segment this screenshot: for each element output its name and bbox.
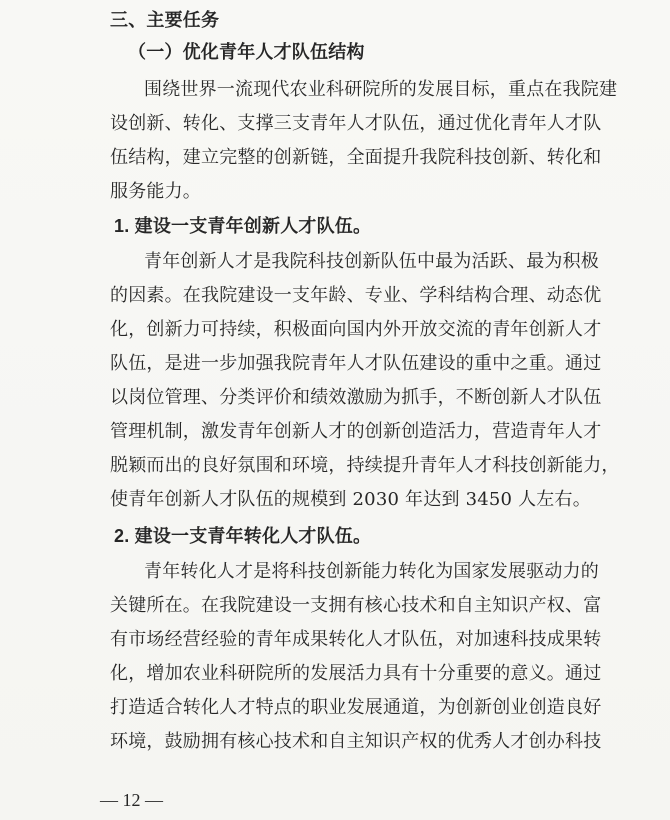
item1-line-6: 管理机制，激发青年创新人才的创新创造活力，营造青年人才 [110,421,602,442]
intro-line-3: 伍结构，建立完整的创新链，全面提升我院科技创新、转化和 [110,147,602,168]
intro-line-1: 围绕世界一流现代农业科研院所的发展目标，重点在我院建 [144,79,618,100]
item1-line-7: 脱颖而出的良好氛围和环境，持续提升青年人才科技创新能力， [110,455,620,476]
intro-line-2: 设创新、转化、支撑三支青年人才队伍，通过优化青年人才队 [110,113,602,134]
page-number: — 12 — [100,790,163,810]
item1-line-2: 的因素。在我院建设一支年龄、专业、学科结构合理、动态优 [110,285,602,306]
subheading-optimize-structure: （一）优化青年人才队伍结构 [128,42,365,62]
item1-line-8: 使青年创新人才队伍的规模到 2030 年达到 3450 人左右。 [110,489,591,510]
intro-line-4: 服务能力。 [110,181,201,202]
item1-line-3: 化，创新力可持续，积极面向国内外开放交流的青年创新人才 [110,319,602,340]
item2-heading: 2. 建设一支青年转化人才队伍。 [114,526,372,546]
item2-line-6: 环境，鼓励拥有核心技术和自主知识产权的优秀人才创办科技 [110,731,602,752]
section-heading: 三、主要任务 [110,10,220,30]
item1-heading: 1. 建设一支青年创新人才队伍。 [114,216,372,236]
item2-line-5: 打造适合转化人才特点的职业发展通道，为创新创业创造良好 [110,697,602,718]
item2-line-3: 有市场经营经验的青年成果转化人才队伍，对加速科技成果转 [110,629,602,650]
item2-line-1: 青年转化人才是将科技创新能力转化为国家发展驱动力的 [144,561,599,582]
item1-line-5: 以岗位管理、分类评价和绩效激励为抓手，不断创新人才队伍 [110,387,602,408]
item1-line-4: 队伍，是进一步加强我院青年人才队伍建设的重中之重。通过 [110,353,602,374]
item1-line-1: 青年创新人才是我院科技创新队伍中最为活跃、最为积极 [144,251,599,272]
item2-line-2: 关键所在。在我院建设一支拥有核心技术和自主知识产权、富 [110,595,602,616]
item2-line-4: 化，增加农业科研院所的发展活力具有十分重要的意义。通过 [110,663,602,684]
